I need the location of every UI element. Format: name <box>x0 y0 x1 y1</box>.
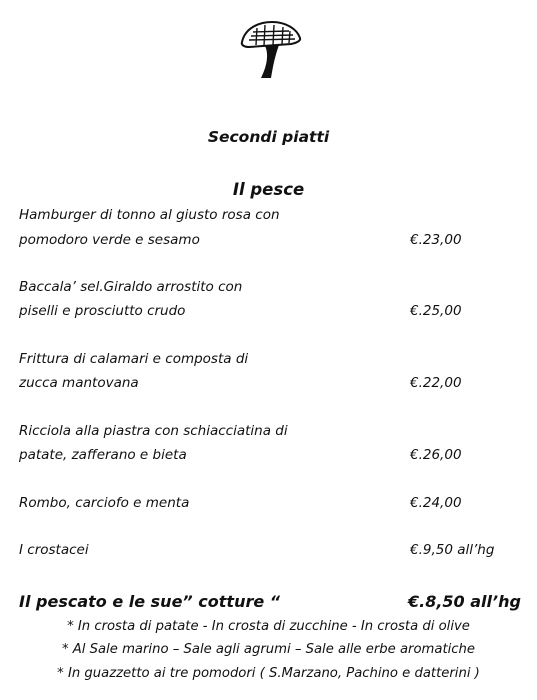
menu-item-line: zucca mantovana <box>19 375 139 391</box>
menu-item-line: Rombo, carciofo e menta <box>19 495 190 511</box>
special-label: Il pescato e le sue” cotture “ <box>19 592 281 611</box>
menu-item-price: €.22,00 <box>410 375 462 391</box>
menu-item-price: €.26,00 <box>410 447 462 463</box>
mushroom-logo-icon <box>239 20 303 82</box>
cooking-note: * Al Sale marino – Sale agli agrumi – Sale alle erbe aromatiche <box>61 642 476 657</box>
menu-item-price: €.24,00 <box>410 495 462 511</box>
menu-item-line: patate, zafferano e bieta <box>19 447 187 463</box>
section-title: Secondi piatti <box>207 128 330 146</box>
menu-item-price: €.9,50 all’hg <box>410 542 495 558</box>
subsection-title: Il pesce <box>232 180 305 199</box>
menu-item-line: I crostacei <box>19 542 89 558</box>
menu-item-line: pomodoro verde e sesamo <box>19 232 200 248</box>
menu-item-line: Frittura di calamari e composta di <box>19 351 249 367</box>
special-price: €.8,50 all’hg <box>408 592 521 611</box>
menu-item-line: Baccala’ sel.Giraldo arrostito con <box>19 279 243 295</box>
menu-item-price: €.23,00 <box>410 232 462 248</box>
menu-item-price: €.25,00 <box>410 303 462 319</box>
cooking-note: * In crosta di patate - In crosta di zucchine - In crosta di olive <box>67 619 470 634</box>
menu-item-line: Hamburger di tonno al giusto rosa con <box>19 207 280 223</box>
menu-item-line: Ricciola alla piastra con schiacciatina di <box>19 423 288 439</box>
menu-item-line: piselli e prosciutto crudo <box>19 303 186 319</box>
cooking-note: * In guazzetto ai tre pomodori ( S.Marzano, Pachino e datterini ) <box>57 666 480 681</box>
